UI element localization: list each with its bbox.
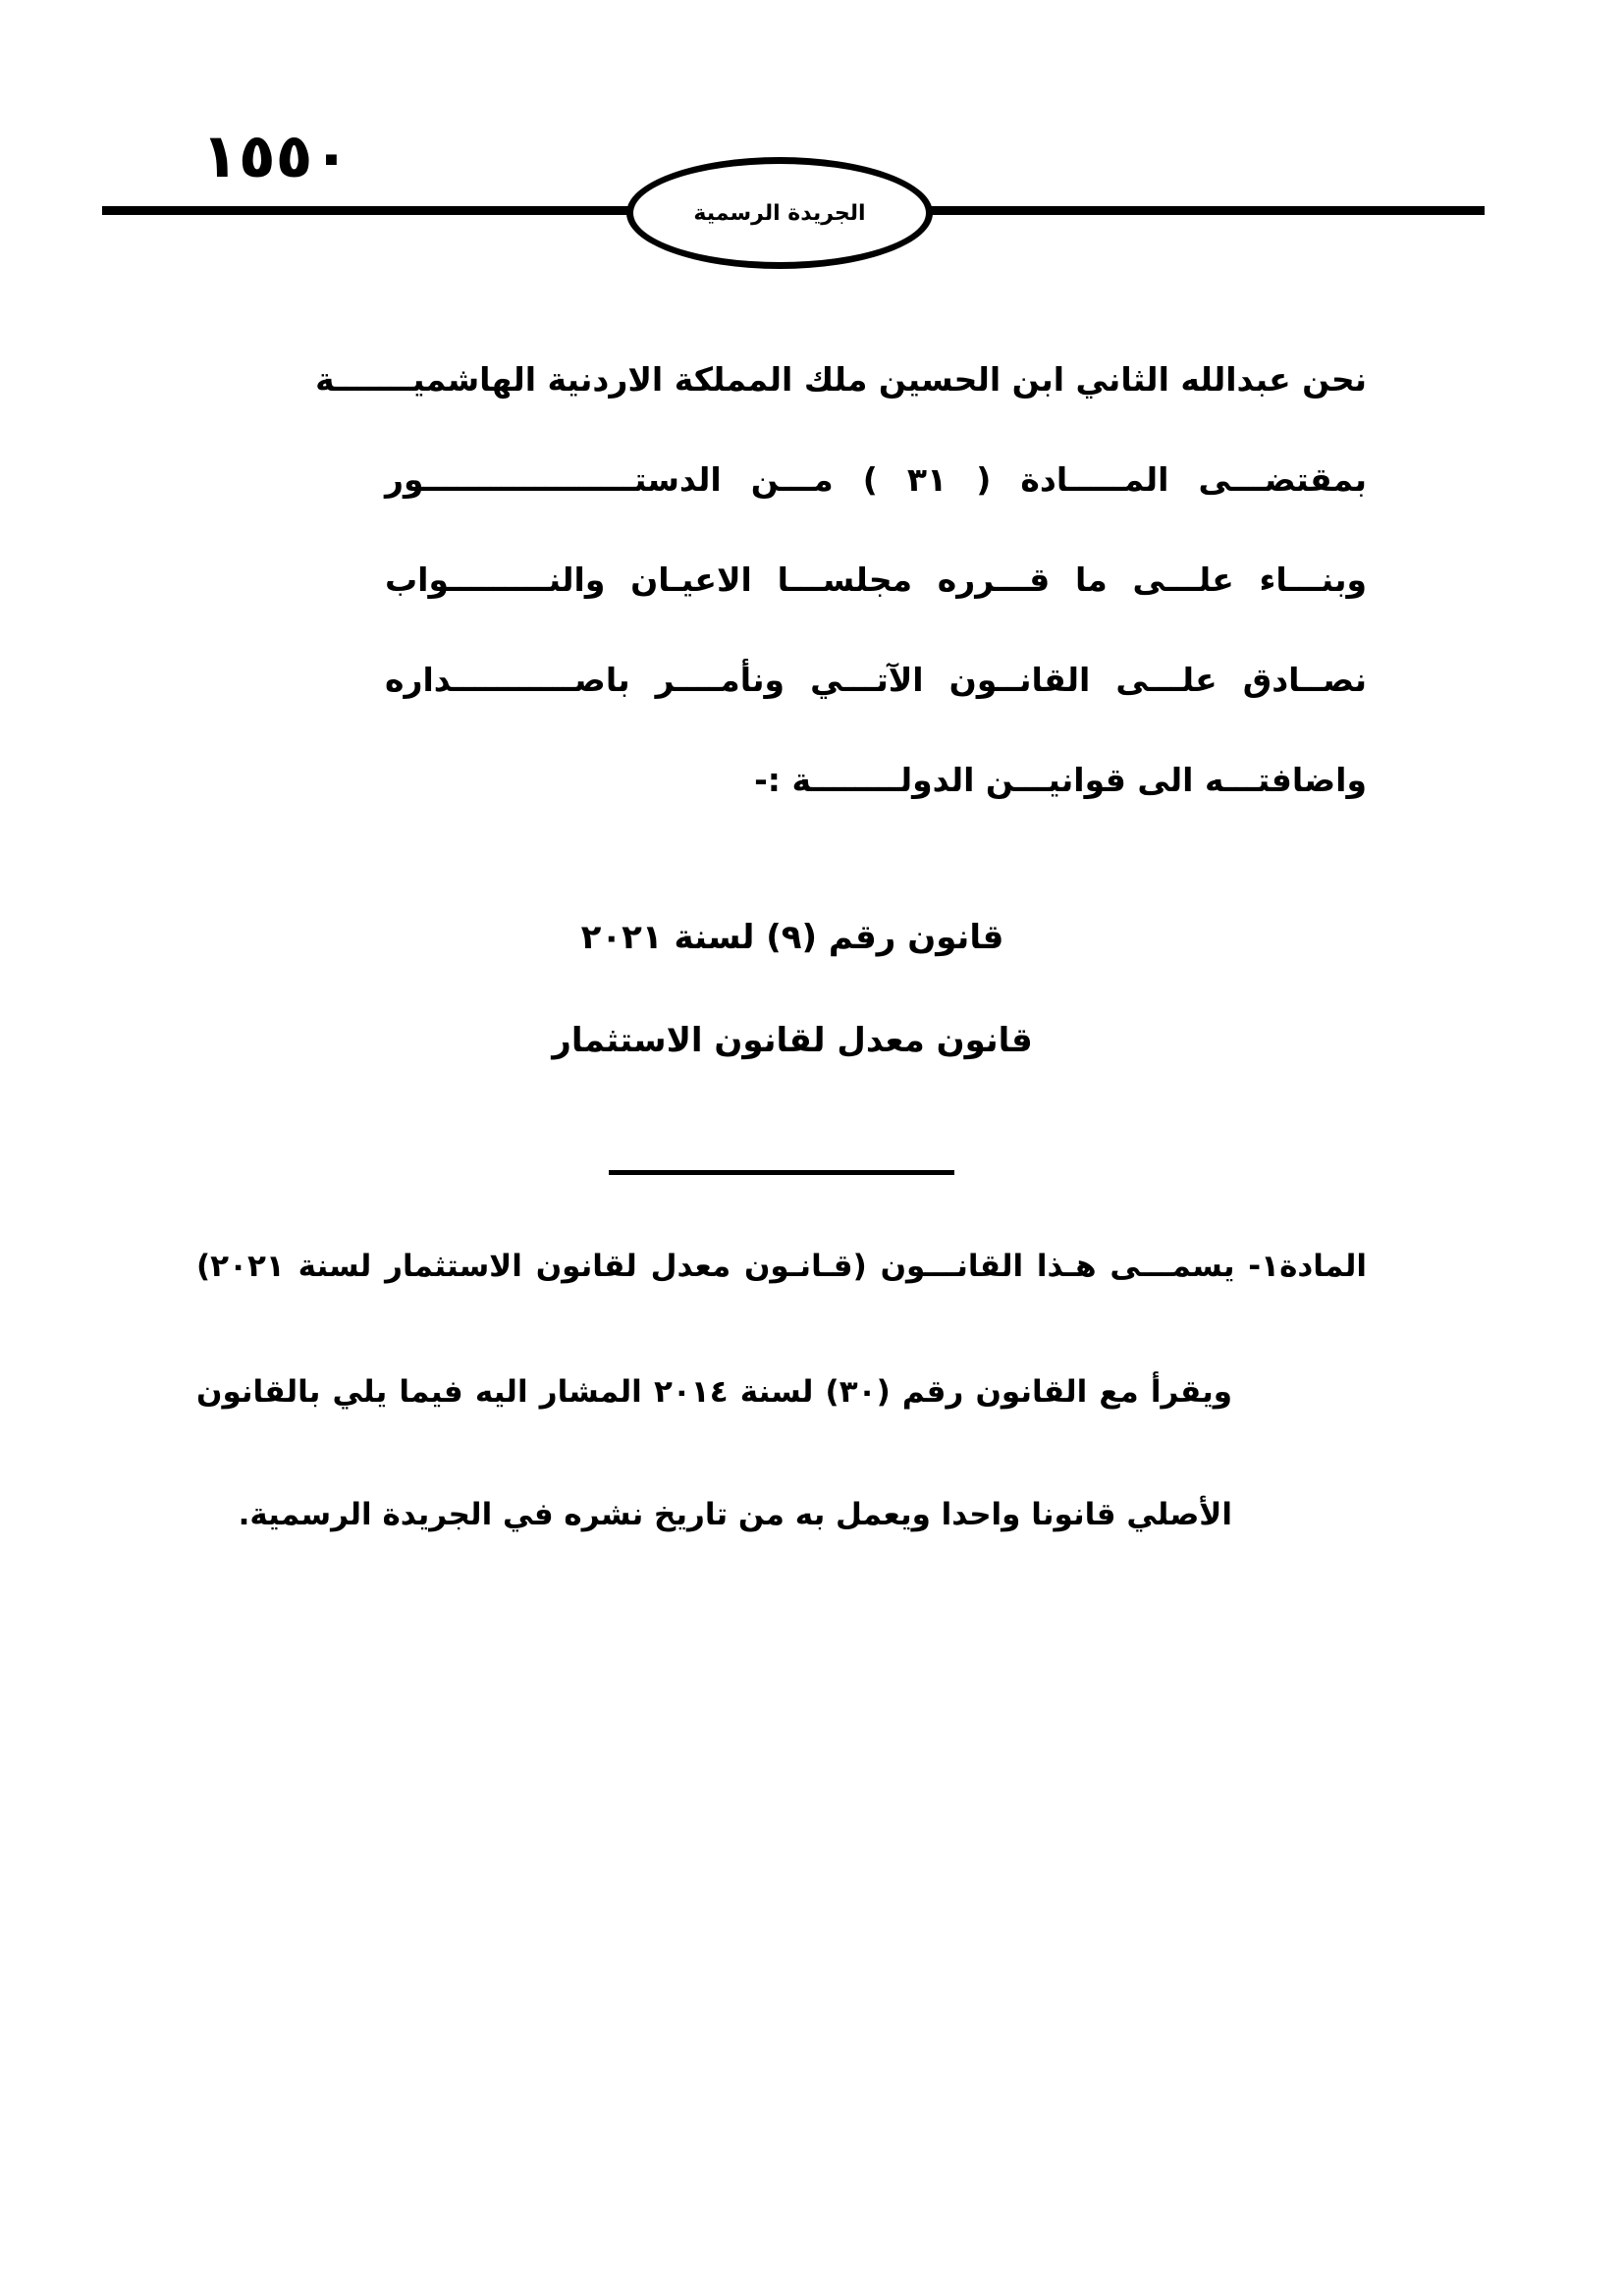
- article-1-line-1: المادة١- يسمـــى هـذا القانـــون (قـانـون معدل لقانون الاستثمار لسنة ٢٠٢١): [196, 1249, 1367, 1284]
- article-1-line-2: ويقرأ مع القانون رقم (٣٠) لسنة ٢٠١٤ المشار اليه فيما يلي بالقانون: [196, 1374, 1232, 1410]
- preamble-line: واضافتـــه الى قوانيـــن الدولــــــــة :-: [754, 761, 1367, 799]
- preamble-line: نصــادق علـــى القانــون الآتـــي ونأمــــر باصـــــــــــداره: [385, 661, 1367, 699]
- preamble-line: نحن عبدالله الثاني ابن الحسين ملك المملكة الاردنية الهاشميـــــــة: [315, 360, 1367, 399]
- article-1-line-3: الأصلي قانونا واحدا ويعمل به من تاريخ نشره في الجريدة الرسمية.: [238, 1497, 1232, 1532]
- page-number: ١٥٥٠: [201, 120, 351, 191]
- law-name-title: قانون معدل لقانون الاستثمار: [552, 1021, 1033, 1060]
- preamble-line: وبنـــاء علـــى ما قـــرره مجلســـا الاعيـان والنـــــــــواب: [385, 561, 1367, 599]
- title-divider: [609, 1170, 954, 1175]
- gazette-emblem-oval: [626, 157, 933, 269]
- law-number-title: قانون رقم (٩) لسنة ٢٠٢١: [580, 918, 1004, 957]
- gazette-name: الجريدة الرسمية: [693, 200, 866, 226]
- royal-preamble: [315, 346, 1367, 846]
- preamble-line: بمقتضـــى المـــــادة ( ٣١ ) مـــن الدستـــــــــــــــــــور: [385, 460, 1367, 499]
